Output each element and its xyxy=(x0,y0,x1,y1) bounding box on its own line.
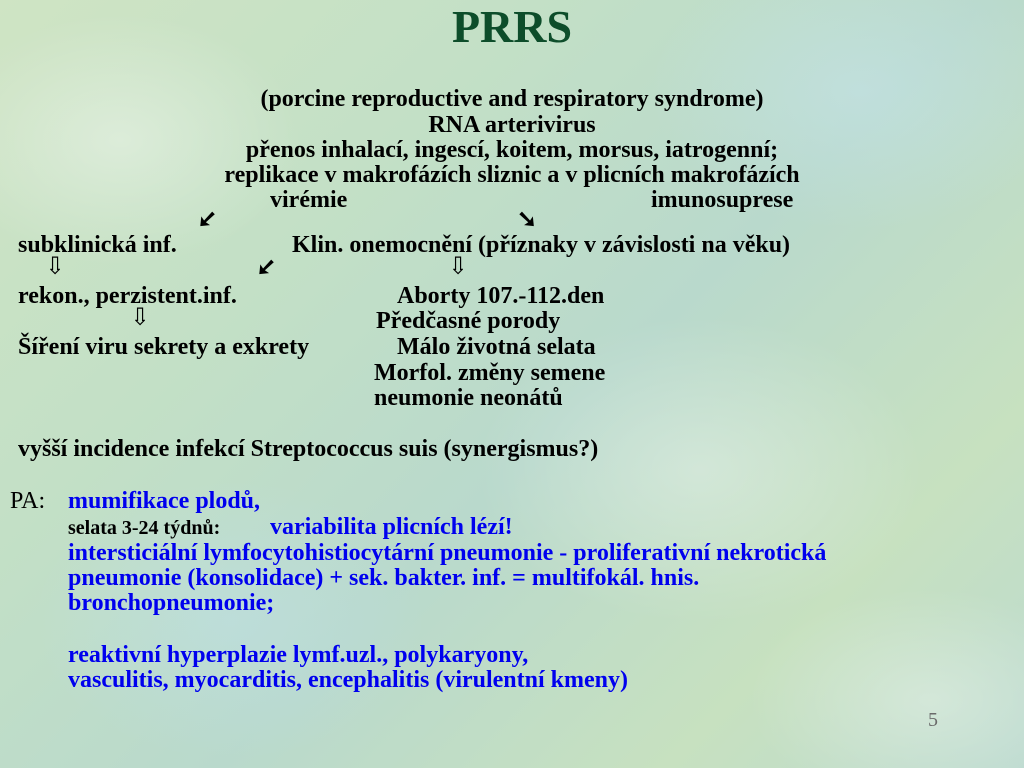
semen-changes-label: Morfol. změny semene xyxy=(374,360,606,386)
abortions-label: Aborty 107.-112.den xyxy=(397,283,605,309)
arrow-down-left-icon: ➘ xyxy=(197,207,218,233)
pathology-line-1: intersticiální lymfocytohistiocytární pneumonie - proliferativní nekrotická xyxy=(68,540,827,566)
premature-birth-label: Předčasné porody xyxy=(376,308,561,334)
piglets-age-label: selata 3-24 týdnů: xyxy=(68,517,221,539)
clinical-disease-label: Klin. onemocnění (příznaky v závislosti na věku) xyxy=(292,232,791,258)
reconvalescence-label: rekon., perzistent.inf. xyxy=(18,283,237,309)
virus-spread-label: Šíření viru sekrety a exkrety xyxy=(18,334,310,360)
subtitle-line-3: přenos inhalací, ingescí, koitem, morsus, iatrogenní; xyxy=(245,137,779,163)
arrow-down-icon: ⇩ xyxy=(448,254,469,280)
arrow-down-icon: ⇩ xyxy=(45,254,66,280)
immunosuppression-label: imunosuprese xyxy=(651,187,794,213)
arrow-down-icon: ⇩ xyxy=(130,305,151,331)
weak-piglets-label: Málo životná selata xyxy=(397,334,596,360)
neonatal-pneumonia-label: neumonie neonátů xyxy=(374,385,563,411)
slide-title: PRRS xyxy=(451,1,573,52)
mummification-line: mumifikace plodů, xyxy=(68,488,261,514)
arrow-down-left-icon: ➘ xyxy=(256,255,277,281)
pathology-line-3: bronchopneumonie; xyxy=(68,590,275,616)
subclinical-label: subklinická inf. xyxy=(18,232,177,258)
pa-label: PA: xyxy=(10,488,46,514)
viremia-label: virémie xyxy=(270,187,348,213)
subtitle-line-1: (porcine reproductive and respiratory syndrome) xyxy=(260,86,764,112)
streptococcus-line: vyšší incidence infekcí Streptococcus suis (synergismus?) xyxy=(18,436,599,462)
page-number: 5 xyxy=(928,709,938,731)
arrow-down-right-icon: ➘ xyxy=(517,207,538,233)
vasculitis-line: vasculitis, myocarditis, encephalitis (virulentní kmeny) xyxy=(68,667,628,693)
pathology-line-2: pneumonie (konsolidace) + sek. bakter. inf. = multifokál. hnis. xyxy=(68,565,700,591)
lung-variability-line: variabilita plicních lézí! xyxy=(270,514,513,540)
subtitle-line-4: replikace v makrofázích sliznic a v plicních makrofázích xyxy=(224,162,800,188)
subtitle-line-2: RNA arterivirus xyxy=(428,112,596,138)
hyperplasia-line: reaktivní hyperplazie lymf.uzl., polykaryony, xyxy=(68,642,529,668)
